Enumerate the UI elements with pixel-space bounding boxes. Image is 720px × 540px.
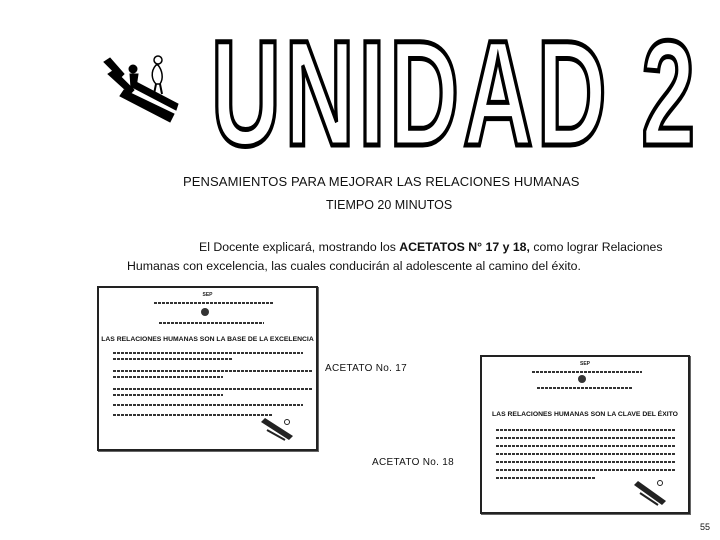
slide-logo-icon xyxy=(632,477,672,507)
slide-logo-icon xyxy=(259,416,299,442)
paragraph-emphasis: ACETATOS N° 17 y 18, xyxy=(399,240,530,254)
subtitle: PENSAMIENTOS PARA MEJORAR LAS RELACIONES HUMANAS xyxy=(183,174,580,189)
acetate-17-caption: ACETATO No. 17 xyxy=(325,363,408,374)
acetate-18-caption: ACETATO No. 18 xyxy=(372,457,455,468)
emblem-icon xyxy=(578,375,586,383)
acetate-18-thumbnail xyxy=(480,355,690,514)
unit-title xyxy=(205,5,705,155)
emblem-icon xyxy=(201,308,209,316)
svg-text:UNIDAD 2: UNIDAD 2 xyxy=(211,9,699,155)
duration: TIEMPO 20 MINUTOS xyxy=(326,198,453,212)
slide-header: SEP xyxy=(202,292,213,298)
slide-title: LAS RELACIONES HUMANAS SON LA BASE DE LA EXCELENCIA xyxy=(101,336,314,343)
instruction-paragraph xyxy=(127,238,672,276)
slide-title: LAS RELACIONES HUMANAS SON LA CLAVE DEL ÉXITO xyxy=(492,411,678,418)
acetate-17-thumbnail xyxy=(97,286,318,451)
paragraph-lead: El Docente explicará, mostrando los xyxy=(199,240,400,254)
unit-logo-icon xyxy=(100,48,180,128)
page-number: 55 xyxy=(700,522,711,532)
paragraph-rest: como lograr Relaciones Humanas con excelencia, las cuales conducirán al adolescente al camino del éxito. xyxy=(127,240,663,273)
slide-header: SEP xyxy=(579,361,590,367)
